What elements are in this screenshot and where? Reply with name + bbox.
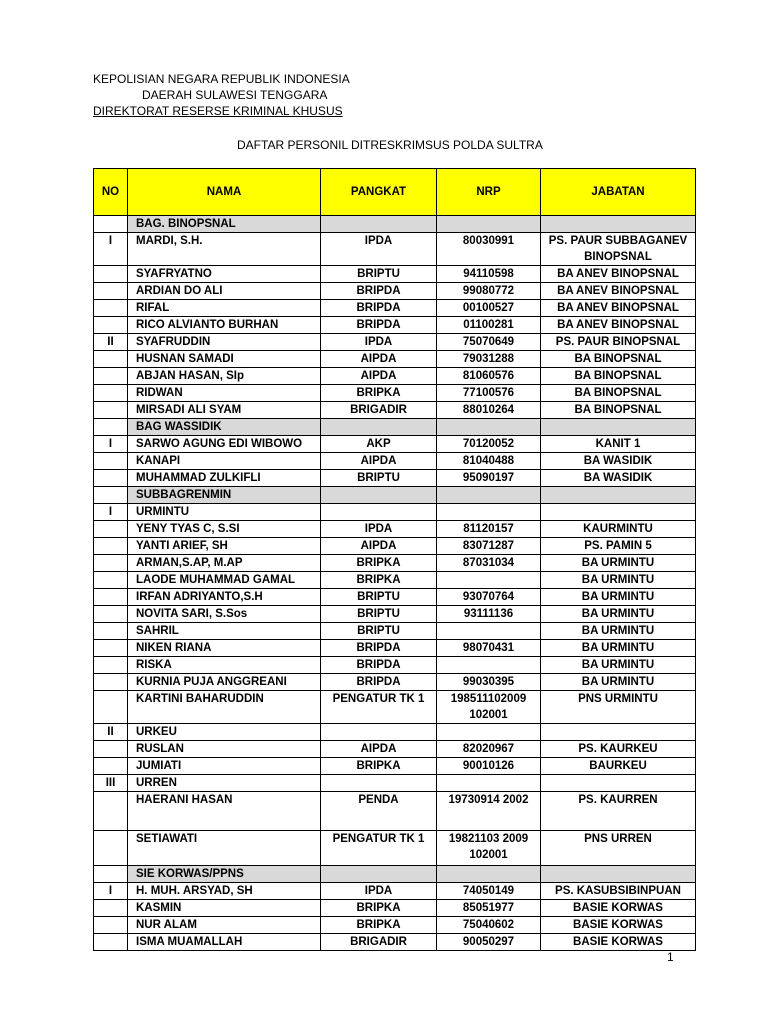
table-row (94, 741, 696, 758)
cell-pangkat: BRIPDA (321, 640, 437, 657)
cell-jabatan: BA URMINTU (541, 674, 696, 691)
cell-jabatan (541, 775, 696, 792)
cell-no (94, 741, 128, 758)
cell-nrp (437, 866, 541, 883)
cell-nama: MUHAMMAD ZULKIFLI (128, 470, 321, 487)
table-row (94, 538, 696, 555)
cell-pangkat (321, 775, 437, 792)
cell-nrp: 99080772 (437, 283, 541, 300)
cell-nama: NOVITA SARI, S.Sos (128, 606, 321, 623)
cell-nama: BAG. BINOPSNAL (128, 216, 321, 233)
cell-pangkat: BRIPKA (321, 555, 437, 572)
col-header-jabatan: JABATAN (541, 169, 696, 216)
table-row (94, 606, 696, 623)
cell-jabatan (541, 419, 696, 436)
cell-nrp: 95090197 (437, 470, 541, 487)
cell-pangkat: IPDA (321, 521, 437, 538)
cell-nrp: 85051977 (437, 900, 541, 917)
cell-pangkat: BRIPDA (321, 283, 437, 300)
cell-no (94, 866, 128, 883)
cell-pangkat: BRIPDA (321, 657, 437, 674)
table-row (94, 504, 696, 521)
cell-jabatan: BA ANEV BINOPSNAL (541, 317, 696, 334)
cell-nama: ISMA MUAMALLAH (128, 934, 321, 951)
cell-no (94, 900, 128, 917)
cell-no (94, 283, 128, 300)
table-body (94, 216, 696, 951)
cell-jabatan: BASIE KORWAS (541, 917, 696, 934)
cell-nama: SAHRIL (128, 623, 321, 640)
table-row (94, 640, 696, 657)
cell-nama: JUMIATI (128, 758, 321, 775)
cell-no: I (94, 233, 128, 266)
cell-no: I (94, 883, 128, 900)
cell-jabatan: BA URMINTU (541, 606, 696, 623)
cell-nrp: 198511102009 102001 (437, 691, 541, 724)
table-row (94, 521, 696, 538)
cell-pangkat: AIPDA (321, 351, 437, 368)
table-row (94, 934, 696, 951)
cell-jabatan: BA URMINTU (541, 657, 696, 674)
cell-no (94, 317, 128, 334)
col-header-nrp: NRP (437, 169, 541, 216)
cell-nrp (437, 724, 541, 741)
cell-no (94, 555, 128, 572)
page-number: 1 (667, 950, 674, 964)
header-line-3: DIREKTORAT RESERSE KRIMINAL KHUSUS (93, 104, 343, 118)
table-row (94, 831, 696, 866)
cell-pangkat: IPDA (321, 883, 437, 900)
cell-pangkat (321, 866, 437, 883)
table-row (94, 317, 696, 334)
col-header-nama: NAMA (128, 169, 321, 216)
section-row (94, 216, 696, 233)
cell-jabatan: PS. PAUR BINOPSNAL (541, 334, 696, 351)
cell-no (94, 917, 128, 934)
cell-nrp: 98070431 (437, 640, 541, 657)
cell-nrp: 81060576 (437, 368, 541, 385)
cell-nama: MIRSADI ALI SYAM (128, 402, 321, 419)
cell-nrp: 19821103 2009 102001 (437, 831, 541, 866)
cell-nrp: 83071287 (437, 538, 541, 555)
table-row (94, 589, 696, 606)
cell-nrp: 93070764 (437, 589, 541, 606)
cell-pangkat: IPDA (321, 334, 437, 351)
table-row (94, 775, 696, 792)
cell-pangkat: BRIPKA (321, 758, 437, 775)
cell-nama: ARDIAN DO ALI (128, 283, 321, 300)
table-row (94, 453, 696, 470)
section-row (94, 487, 696, 504)
cell-jabatan: BASIE KORWAS (541, 934, 696, 951)
table-row (94, 300, 696, 317)
cell-no (94, 487, 128, 504)
cell-nama: KARTINI BAHARUDDIN (128, 691, 321, 724)
cell-no (94, 831, 128, 866)
cell-no (94, 419, 128, 436)
table-row (94, 385, 696, 402)
cell-jabatan (541, 216, 696, 233)
cell-jabatan: BA BINOPSNAL (541, 402, 696, 419)
cell-nama: RISKA (128, 657, 321, 674)
cell-nama: SUBBAGRENMIN (128, 487, 321, 504)
cell-pangkat: BRIPTU (321, 266, 437, 283)
personnel-table (93, 168, 696, 951)
cell-jabatan: BA URMINTU (541, 623, 696, 640)
table-row (94, 266, 696, 283)
table-row (94, 555, 696, 572)
cell-no (94, 368, 128, 385)
cell-nrp: 80030991 (437, 233, 541, 266)
cell-jabatan: BA BINOPSNAL (541, 385, 696, 402)
cell-nama: URREN (128, 775, 321, 792)
cell-nrp: 74050149 (437, 883, 541, 900)
cell-nrp: 01100281 (437, 317, 541, 334)
cell-jabatan (541, 504, 696, 521)
cell-no: II (94, 724, 128, 741)
cell-nama: URMINTU (128, 504, 321, 521)
cell-jabatan: PNS URMINTU (541, 691, 696, 724)
cell-no (94, 606, 128, 623)
table-row (94, 657, 696, 674)
cell-nama: YANTI ARIEF, SH (128, 538, 321, 555)
cell-pangkat: IPDA (321, 233, 437, 266)
cell-jabatan: BA ANEV BINOPSNAL (541, 283, 696, 300)
table-row (94, 368, 696, 385)
cell-no (94, 470, 128, 487)
table-row (94, 623, 696, 640)
cell-jabatan: BA URMINTU (541, 640, 696, 657)
cell-jabatan: PS. KAURKEU (541, 741, 696, 758)
cell-pangkat (321, 487, 437, 504)
cell-nrp (437, 487, 541, 504)
cell-nrp: 75070649 (437, 334, 541, 351)
cell-nrp (437, 572, 541, 589)
cell-pangkat (321, 724, 437, 741)
cell-pangkat (321, 504, 437, 521)
cell-pangkat: BRIPKA (321, 917, 437, 934)
table-row (94, 900, 696, 917)
table-row (94, 283, 696, 300)
cell-nama: NUR ALAM (128, 917, 321, 934)
cell-jabatan: BA ANEV BINOPSNAL (541, 300, 696, 317)
cell-nrp (437, 775, 541, 792)
table-row (94, 792, 696, 831)
table-row (94, 917, 696, 934)
cell-nrp: 75040602 (437, 917, 541, 934)
table-row (94, 233, 696, 266)
cell-nama: SYAFRYATNO (128, 266, 321, 283)
cell-nama: ABJAN HASAN, SIp (128, 368, 321, 385)
cell-jabatan: BA URMINTU (541, 555, 696, 572)
cell-nama: URKEU (128, 724, 321, 741)
cell-jabatan: BA ANEV BINOPSNAL (541, 266, 696, 283)
cell-nama: ARMAN,S.AP, M.AP (128, 555, 321, 572)
cell-no (94, 758, 128, 775)
cell-no (94, 792, 128, 831)
header-line-2: DAERAH SULAWESI TENGGARA (142, 88, 328, 102)
cell-nama: LAODE MUHAMMAD GAMAL (128, 572, 321, 589)
cell-nama: NIKEN RIANA (128, 640, 321, 657)
section-row (94, 866, 696, 883)
cell-nama: KURNIA PUJA ANGGREANI (128, 674, 321, 691)
table-header-row (94, 169, 696, 216)
cell-pangkat: BRIPTU (321, 589, 437, 606)
cell-jabatan: KAURMINTU (541, 521, 696, 538)
cell-jabatan: KANIT 1 (541, 436, 696, 453)
cell-pangkat: AIPDA (321, 741, 437, 758)
cell-jabatan: BA URMINTU (541, 572, 696, 589)
cell-jabatan: PS. KAURREN (541, 792, 696, 831)
cell-nama: KASMIN (128, 900, 321, 917)
cell-no (94, 640, 128, 657)
table-row (94, 883, 696, 900)
cell-nama: SETIAWATI (128, 831, 321, 866)
document-title: DAFTAR PERSONIL DITRESKRIMSUS POLDA SULTRA (237, 138, 543, 152)
cell-no (94, 934, 128, 951)
table-row (94, 351, 696, 368)
cell-jabatan: PS. PAUR SUBBAGANEV BINOPSNAL (541, 233, 696, 266)
col-header-no: NO (94, 169, 128, 216)
cell-jabatan: PS. PAMIN 5 (541, 538, 696, 555)
cell-nrp: 70120052 (437, 436, 541, 453)
cell-nama: MARDI, S.H. (128, 233, 321, 266)
cell-nrp (437, 419, 541, 436)
header-line-1: KEPOLISIAN NEGARA REPUBLIK INDONESIA (93, 72, 350, 86)
table-row (94, 470, 696, 487)
cell-no (94, 538, 128, 555)
cell-no (94, 453, 128, 470)
cell-jabatan: PS. KASUBSIBINPUAN (541, 883, 696, 900)
cell-no: I (94, 504, 128, 521)
cell-nama: RIDWAN (128, 385, 321, 402)
cell-pangkat: BRIPTU (321, 470, 437, 487)
cell-pangkat: BRIPDA (321, 674, 437, 691)
cell-pangkat: BRIPKA (321, 572, 437, 589)
cell-nrp (437, 623, 541, 640)
table-row (94, 572, 696, 589)
cell-no: II (94, 334, 128, 351)
cell-no (94, 402, 128, 419)
cell-jabatan: BA WASIDIK (541, 470, 696, 487)
cell-jabatan: BA BINOPSNAL (541, 368, 696, 385)
table-row (94, 334, 696, 351)
cell-no (94, 623, 128, 640)
cell-no (94, 572, 128, 589)
cell-pangkat (321, 216, 437, 233)
cell-pangkat: AKP (321, 436, 437, 453)
cell-nrp: 94110598 (437, 266, 541, 283)
cell-jabatan: BASIE KORWAS (541, 900, 696, 917)
cell-nrp (437, 657, 541, 674)
col-header-pangkat: PANGKAT (321, 169, 437, 216)
cell-nama: YENY TYAS C, S.SI (128, 521, 321, 538)
cell-pangkat: AIPDA (321, 453, 437, 470)
cell-pangkat: PENGATUR TK 1 (321, 691, 437, 724)
cell-pangkat: BRIGADIR (321, 402, 437, 419)
cell-nrp: 88010264 (437, 402, 541, 419)
cell-nrp: 90050297 (437, 934, 541, 951)
cell-jabatan: BA BINOPSNAL (541, 351, 696, 368)
cell-nrp (437, 504, 541, 521)
cell-nrp: 77100576 (437, 385, 541, 402)
cell-nama: SIE KORWAS/PPNS (128, 866, 321, 883)
cell-nrp: 93111136 (437, 606, 541, 623)
cell-nama: BAG WASSIDIK (128, 419, 321, 436)
cell-pangkat: PENDA (321, 792, 437, 831)
cell-nrp: 99030395 (437, 674, 541, 691)
table-row (94, 724, 696, 741)
cell-nama: SARWO AGUNG EDI WIBOWO (128, 436, 321, 453)
cell-pangkat: PENGATUR TK 1 (321, 831, 437, 866)
cell-nrp (437, 216, 541, 233)
cell-jabatan (541, 487, 696, 504)
cell-no (94, 674, 128, 691)
cell-nama: RUSLAN (128, 741, 321, 758)
cell-nrp: 81120157 (437, 521, 541, 538)
cell-pangkat: BRIPDA (321, 300, 437, 317)
table-row (94, 674, 696, 691)
cell-no (94, 216, 128, 233)
cell-pangkat: BRIPTU (321, 623, 437, 640)
cell-no (94, 691, 128, 724)
cell-no (94, 300, 128, 317)
cell-nama: H. MUH. ARSYAD, SH (128, 883, 321, 900)
cell-jabatan: PNS URREN (541, 831, 696, 866)
cell-nrp: 81040488 (437, 453, 541, 470)
cell-nrp: 00100527 (437, 300, 541, 317)
section-row (94, 419, 696, 436)
cell-nama: RICO ALVIANTO BURHAN (128, 317, 321, 334)
cell-nrp: 19730914 2002 (437, 792, 541, 831)
cell-nama: HAERANI HASAN (128, 792, 321, 831)
cell-nrp: 90010126 (437, 758, 541, 775)
cell-no (94, 657, 128, 674)
cell-nama: SYAFRUDDIN (128, 334, 321, 351)
cell-pangkat: BRIPDA (321, 317, 437, 334)
cell-nrp: 79031288 (437, 351, 541, 368)
cell-no (94, 266, 128, 283)
cell-jabatan: BA WASIDIK (541, 453, 696, 470)
cell-pangkat: AIPDA (321, 368, 437, 385)
cell-nama: IRFAN ADRIYANTO,S.H (128, 589, 321, 606)
cell-pangkat: BRIPTU (321, 606, 437, 623)
cell-pangkat: BRIPKA (321, 900, 437, 917)
cell-pangkat: BRIPKA (321, 385, 437, 402)
cell-no (94, 351, 128, 368)
table-row (94, 436, 696, 453)
cell-jabatan (541, 866, 696, 883)
cell-no: III (94, 775, 128, 792)
cell-jabatan: BAURKEU (541, 758, 696, 775)
cell-nama: RIFAL (128, 300, 321, 317)
cell-pangkat: BRIGADIR (321, 934, 437, 951)
cell-jabatan: BA URMINTU (541, 589, 696, 606)
cell-no (94, 521, 128, 538)
cell-nrp: 87031034 (437, 555, 541, 572)
cell-no: I (94, 436, 128, 453)
cell-pangkat: AIPDA (321, 538, 437, 555)
cell-nama: HUSNAN SAMADI (128, 351, 321, 368)
cell-nama: KANAPI (128, 453, 321, 470)
cell-pangkat (321, 419, 437, 436)
table-row (94, 758, 696, 775)
table-row (94, 691, 696, 724)
table-row (94, 402, 696, 419)
cell-jabatan (541, 724, 696, 741)
cell-nrp: 82020967 (437, 741, 541, 758)
cell-no (94, 589, 128, 606)
cell-no (94, 385, 128, 402)
